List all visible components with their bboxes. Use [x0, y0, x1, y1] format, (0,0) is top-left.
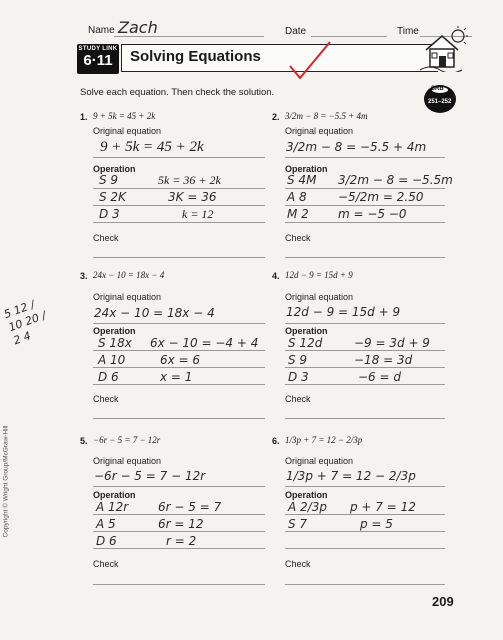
problem-3-line-b [93, 367, 265, 368]
problem-6-equation: 1/3p + 7 = 12 − 2/3p [285, 435, 363, 445]
problem-5-line-a [93, 514, 265, 515]
problem-4-check-label: Check [285, 394, 311, 404]
problem-3-step-1[interactable]: 6x − 10 = −4 + 4 [150, 336, 259, 350]
problem-2-number: 2. [272, 112, 280, 122]
problem-1-original-printed: 9 + 5k = 45 + 2k [100, 139, 204, 155]
problem-3-original-line [93, 323, 265, 324]
problem-3-operation-label: Operation [93, 326, 136, 336]
house-icon [420, 26, 468, 72]
problem-3-original-hand[interactable]: 24x − 10 = 18x − 4 [94, 306, 215, 320]
problem-3-op-1[interactable]: S 18x [98, 336, 132, 350]
problem-6-check-line [285, 584, 445, 585]
problem-3-step-2[interactable]: 6x = 6 [160, 353, 201, 367]
problem-1-step-1: 5k = 36 + 2k [158, 173, 221, 187]
problem-6-original-line [285, 486, 445, 487]
problem-4-step-2[interactable]: −18 = 3d [354, 353, 413, 367]
problem-1-step-2[interactable]: 3K = 36 [168, 190, 217, 204]
problem-2-original-line [285, 157, 445, 158]
problem-2-equation: 3/2m − 8 = −5.5 + 4m [285, 111, 368, 121]
problem-1-original-label: Original equation [93, 126, 162, 136]
problem-1-step-3: k = 12 [182, 207, 214, 221]
problem-4-equation: 12d − 9 = 15d + 9 [285, 270, 353, 280]
problem-1-line-c [93, 222, 265, 223]
problem-4-line-b [285, 367, 445, 368]
problem-2-op-1[interactable]: S 4M [287, 173, 317, 187]
problem-3-step-3[interactable]: x = 1 [160, 370, 193, 384]
problem-2-check-label: Check [285, 233, 311, 243]
problem-1-operation-label: Operation [93, 164, 136, 174]
problem-5-step-3[interactable]: r = 2 [166, 534, 197, 548]
problem-5-op-1[interactable]: A 12r [96, 500, 129, 514]
name-label: Name [88, 25, 115, 36]
problem-2-step-2[interactable]: −5/2m = 2.50 [338, 190, 424, 204]
problem-4-original-hand[interactable]: 12d − 9 = 15d + 9 [286, 305, 401, 319]
problem-2-original-hand[interactable]: 3/2m − 8 = −5.5 + 4m [286, 140, 427, 154]
margin-note: 5 12 / 10 20 / 2 4 [2, 297, 48, 348]
problem-6-line-a [285, 514, 445, 515]
problem-4-check-line [285, 418, 445, 419]
problem-4-step-1[interactable]: −9 = 3d + 9 [354, 336, 430, 350]
problem-3-line-c [93, 384, 265, 385]
problem-3-check-label: Check [93, 394, 119, 404]
problem-3-equation: 24x − 10 = 18x − 4 [93, 270, 165, 280]
problem-4-op-2[interactable]: S 9 [288, 353, 308, 367]
problem-1-number: 1. [80, 112, 88, 122]
problem-2-line-b [285, 205, 445, 206]
problem-2-step-1[interactable]: 3/2m − 8 = −5.5m [338, 173, 453, 187]
problem-6-check-label: Check [285, 559, 311, 569]
problem-4-op-1[interactable]: S 12d [288, 336, 323, 350]
problem-3-number: 3. [80, 271, 88, 281]
date-label: Date [285, 26, 307, 37]
study-link-badge [77, 44, 119, 74]
problem-4-line-a [285, 350, 445, 351]
problem-3-op-3[interactable]: D 6 [98, 370, 119, 384]
problem-2-line-a [285, 188, 445, 189]
problem-5-line-c [93, 548, 265, 549]
instructions: Solve each equation. Then check the solution. [80, 87, 275, 98]
lesson-number: 6·11 [83, 52, 113, 69]
problem-5-step-1[interactable]: 6r − 5 = 7 [158, 500, 222, 514]
study-link-label: STUDY LINK [78, 46, 118, 52]
problem-2-step-3[interactable]: m = −5 −0 [338, 207, 407, 221]
problem-5-equation: −6r − 5 = 7 − 12r [93, 435, 161, 445]
problem-1-op-3[interactable]: D 3 [99, 207, 120, 221]
problem-5-operation-label: Operation [93, 490, 136, 500]
problem-4-step-3[interactable]: −6 = d [358, 370, 401, 384]
problem-6-op-1[interactable]: A 2/3p [288, 500, 327, 514]
problem-5-op-2[interactable]: A 5 [96, 517, 116, 531]
problem-5-step-2[interactable]: 6r = 12 [158, 517, 204, 531]
problem-5-op-3[interactable]: D 6 [96, 534, 117, 548]
problem-1-check-label: Check [93, 233, 119, 243]
problem-3-check-line [93, 418, 265, 419]
problem-6-op-2[interactable]: S 7 [288, 517, 308, 531]
problem-1-original-line [93, 157, 265, 158]
time-label: Time [397, 26, 419, 37]
page-number: 209 [432, 594, 454, 609]
problem-6-step-1[interactable]: p + 7 = 12 [350, 500, 416, 514]
problem-5-check-label: Check [93, 559, 119, 569]
problem-1-line-b [93, 205, 265, 206]
problem-1-check-line [93, 257, 265, 258]
problem-3-line-a [93, 350, 265, 351]
problem-2-op-3[interactable]: M 2 [287, 207, 309, 221]
problem-5-line-b [93, 531, 265, 532]
problem-6-number: 6. [272, 436, 280, 446]
problem-2-check-line [285, 257, 445, 258]
srb-pages: 251–252 [428, 99, 452, 105]
problem-5-original-hand[interactable]: −6r − 5 = 7 − 12r [94, 469, 206, 483]
problem-6-line-c [285, 548, 445, 549]
problem-2-operation-label: Operation [285, 164, 328, 174]
problem-6-operation-label: Operation [285, 490, 328, 500]
problem-4-operation-label: Operation [285, 326, 328, 336]
name-value[interactable]: Zach [118, 18, 158, 37]
problem-2-original-label: Original equation [285, 126, 354, 136]
checkmark-icon [286, 38, 336, 84]
problem-4-number: 4. [272, 271, 280, 281]
problem-3-original-label: Original equation [93, 292, 162, 302]
problem-2-op-2[interactable]: A 8 [287, 190, 307, 204]
srb-label: SRB [431, 86, 444, 92]
problem-2-line-c [285, 222, 445, 223]
problem-6-original-label: Original equation [285, 456, 354, 466]
problem-4-original-label: Original equation [285, 292, 354, 302]
date-line [311, 36, 387, 37]
problem-4-line-c [285, 384, 445, 385]
problem-6-original-hand[interactable]: 1/3p + 7 = 12 − 2/3p [286, 469, 416, 483]
problem-1-op-1[interactable]: S 9 [99, 173, 119, 187]
problem-5-original-label: Original equation [93, 456, 162, 466]
problem-1-op-2[interactable]: S 2K [99, 190, 126, 204]
problem-4-original-line [285, 323, 445, 324]
copyright: Copyright © Wright Group/McGraw-Hill [2, 425, 10, 538]
problem-6-step-2[interactable]: p = 5 [360, 517, 393, 531]
problem-4-op-3[interactable]: D 3 [288, 370, 309, 384]
problem-1-line-a [93, 188, 265, 189]
problem-1-equation: 9 + 5k = 45 + 2k [93, 111, 156, 121]
page-title: Solving Equations [130, 48, 261, 65]
problem-5-number: 5. [80, 436, 88, 446]
problem-5-original-line [93, 486, 265, 487]
problem-5-check-line [93, 584, 265, 585]
problem-6-line-b [285, 531, 445, 532]
problem-3-op-2[interactable]: A 10 [98, 353, 126, 367]
